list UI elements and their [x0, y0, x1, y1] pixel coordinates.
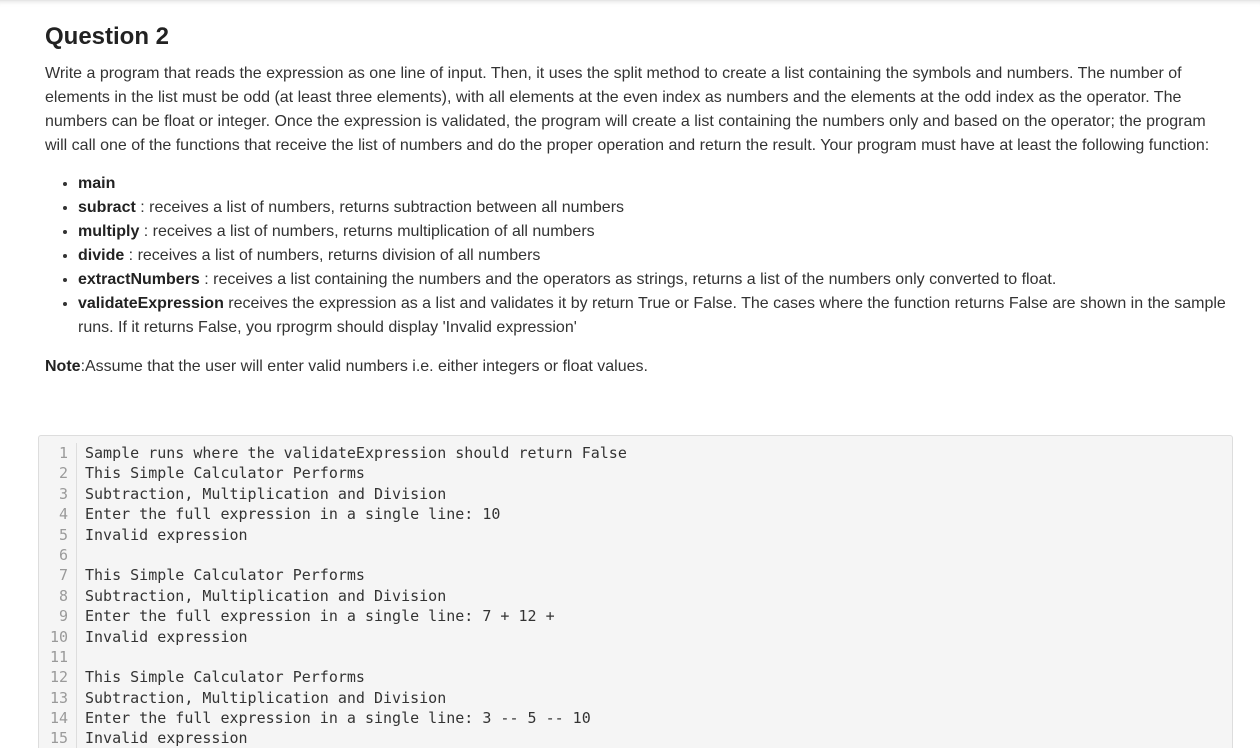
code-line	[39, 606, 1232, 626]
function-desc: receives the expression as a list and validates it by return True or False. The cases where the function returns False are shown in the sample runs. If it returns False, you rprogrm should display 'Invalid expression'	[78, 295, 1226, 336]
line-text	[77, 545, 85, 565]
line-number: 13	[39, 688, 77, 708]
function-item-main	[78, 172, 1228, 196]
function-name: validateExpression	[78, 295, 224, 312]
line-text: Invalid expression	[85, 525, 248, 544]
line-text: Enter the full expression in a single line: 7 + 12 +	[85, 607, 555, 626]
function-name: extractNumbers	[78, 271, 200, 288]
line-number: 11	[39, 647, 77, 667]
function-item-validate-expression	[78, 292, 1228, 340]
line-number: 6	[39, 545, 77, 565]
function-item-extract-numbers	[78, 268, 1228, 292]
function-list	[45, 172, 1228, 340]
note-paragraph	[45, 355, 1224, 379]
line-number: 15	[39, 728, 77, 748]
code-line	[39, 443, 1232, 463]
line-text: This Simple Calculator Performs	[85, 566, 365, 585]
code-line	[39, 525, 1232, 545]
line-text: Enter the full expression in a single line: 10	[85, 505, 501, 524]
code-block[interactable]	[38, 435, 1233, 748]
line-number: 12	[39, 667, 77, 687]
code-line	[39, 688, 1232, 708]
code-line	[39, 667, 1232, 687]
line-number: 14	[39, 708, 77, 728]
function-name: subract	[78, 199, 136, 216]
line-number: 8	[39, 586, 77, 606]
line-text: This Simple Calculator Performs	[85, 464, 365, 483]
question-intro: Write a program that reads the expression as one line of input. Then, it uses the split method to create a list containing the symbols and numbers. The number of elements in the list must be odd (at least three elements), with all elements at the even index as numbers and the elements at the odd index as the operator. The numbers can be float or integer. Once the expression is validated, the program will create a list containing the numbers only and based on the operator; the program will call one of the functions that receive the list of numbers and do the proper operation and return the result. Your program must have at least the following function:	[45, 65, 1210, 154]
question-title: Question 2	[45, 23, 170, 50]
line-number: 5	[39, 525, 77, 545]
line-text: Subtraction, Multiplication and Division	[85, 484, 447, 503]
line-text: This Simple Calculator Performs	[85, 668, 365, 687]
line-text: Sample runs where the validateExpression should return False	[85, 444, 627, 462]
code-line	[39, 565, 1232, 585]
line-number: 7	[39, 565, 77, 585]
code-line	[39, 647, 1232, 667]
function-item-subract	[78, 196, 1228, 220]
function-item-multiply	[78, 220, 1228, 244]
line-text: Invalid expression	[85, 729, 248, 748]
line-text: Subtraction, Multiplication and Division	[85, 688, 447, 707]
function-item-divide	[78, 244, 1228, 268]
code-line	[39, 504, 1232, 524]
note-label: Note	[45, 358, 81, 375]
code-line	[39, 708, 1232, 728]
function-desc: : receives a list of numbers, returns multiplication of all numbers	[139, 223, 595, 240]
note-text: :Assume that the user will enter valid numbers i.e. either integers or float values.	[80, 358, 648, 375]
line-text: Invalid expression	[85, 627, 248, 646]
function-name: divide	[78, 247, 125, 264]
line-text: Enter the full expression in a single line: 3 -- 5 -- 10	[85, 709, 591, 728]
function-name: main	[78, 175, 116, 192]
function-desc: : receives a list containing the numbers and the operators as strings, returns a list of the numbers only converted to float.	[199, 271, 1057, 288]
line-number: 4	[39, 504, 77, 524]
code-line	[39, 463, 1232, 483]
code-line	[39, 545, 1232, 565]
line-number: 9	[39, 606, 77, 626]
line-text	[77, 647, 85, 667]
code-line	[39, 627, 1232, 647]
function-name: multiply	[78, 223, 140, 240]
line-number: 2	[39, 463, 77, 483]
code-line	[39, 728, 1232, 748]
code-line	[39, 586, 1232, 606]
code-line	[39, 484, 1232, 504]
question-content	[0, 1, 1260, 379]
function-desc: : receives a list of numbers, returns subtraction between all numbers	[135, 199, 625, 216]
line-number: 1	[39, 443, 77, 463]
line-text: Subtraction, Multiplication and Division	[85, 586, 447, 605]
line-number: 10	[39, 627, 77, 647]
function-desc: : receives a list of numbers, returns division of all numbers	[124, 247, 541, 264]
line-number: 3	[39, 484, 77, 504]
